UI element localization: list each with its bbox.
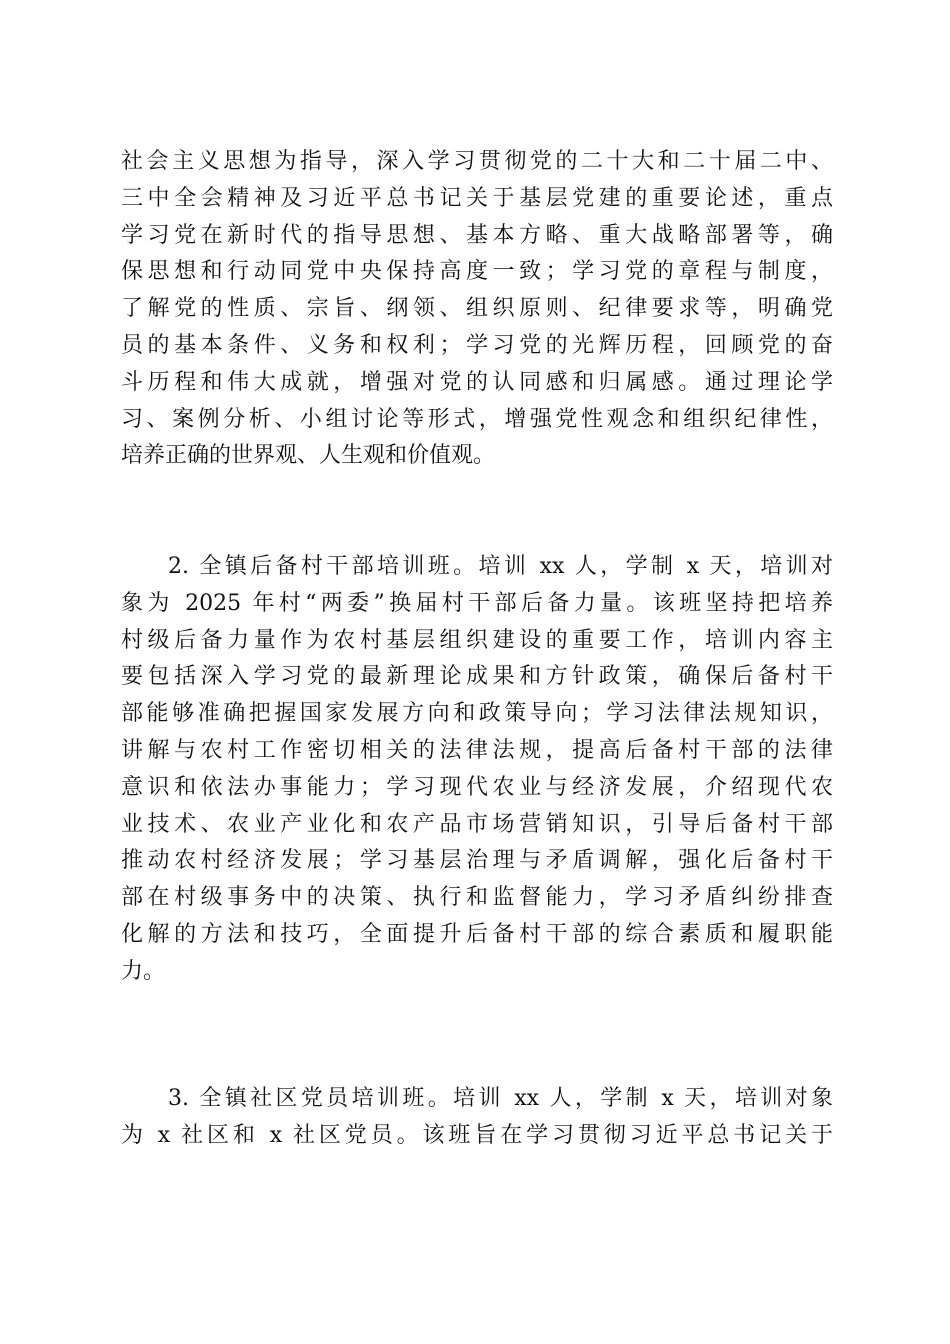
paragraph-line: 讲解与农村工作密切相关的法律法规，提高后备村干部的法律 xyxy=(121,737,833,763)
paragraph-1 xyxy=(121,144,833,475)
paragraph-line: 习、案例分析、小组讨论等形式，增强党性观念和组织纪律性， xyxy=(121,406,833,432)
paragraph-2 xyxy=(121,549,833,991)
paragraph-line: 3. 全镇社区党员培训班。培训 xx 人，学制 x 天，培训对象 xyxy=(168,1086,833,1111)
paragraph-line: 2. 全镇后备村干部培训班。培训 xx 人，学制 x 天，培训对 xyxy=(168,554,833,579)
paragraph-line: 学习党在新时代的指导思想、基本方略、重大战略部署等，确 xyxy=(121,222,833,248)
paragraph-line: 培养正确的世界观、人生观和价值观。 xyxy=(121,443,496,469)
paragraph-line: 斗历程和伟大成就，增强对党的认同感和归属感。通过理论学 xyxy=(121,369,833,395)
paragraph-line: 意识和依法办事能力；学习现代农业与经济发展，介绍现代农 xyxy=(121,774,833,800)
paragraph-line: 了解党的性质、宗旨、纲领、组织原则、纪律要求等，明确党 xyxy=(121,296,833,322)
paragraph-3 xyxy=(121,1081,833,1155)
paragraph-line: 村级后备力量作为农村基层组织建设的重要工作，培训内容主 xyxy=(121,627,833,653)
paragraph-line: 保思想和行动同党中央保持高度一致；学习党的章程与制度， xyxy=(121,259,833,285)
paragraph-line: 要包括深入学习党的最新理论成果和方针政策，确保后备村干 xyxy=(121,664,833,690)
paragraph-line: 推动农村经济发展；学习基层治理与矛盾调解，强化后备村干 xyxy=(121,848,833,874)
paragraph-line: 业技术、农业产业化和农产品市场营销知识，引导后备村干部 xyxy=(121,811,833,837)
paragraph-line: 部在村级事务中的决策、执行和监督能力，学习矛盾纠纷排查 xyxy=(121,885,833,911)
paragraph-line: 部能够准确把握国家发展方向和政策导向；学习法律法规知识， xyxy=(121,701,833,727)
paragraph-line: 化解的方法和技巧，全面提升后备村干部的综合素质和履职能 xyxy=(121,921,833,947)
paragraph-line: 社会主义思想为指导，深入学习贯彻党的二十大和二十届二中、 xyxy=(121,149,833,174)
paragraph-line: 为 x 社区和 x 社区党员。该班旨在学习贯彻习近平总书记关于 xyxy=(121,1122,833,1148)
paragraph-line: 力。 xyxy=(121,958,166,984)
paragraph-line: 象为 2025 年村“两委”换届村干部后备力量。该班坚持把培养 xyxy=(121,590,833,616)
paragraph-line: 员的基本条件、义务和权利；学习党的光辉历程，回顾党的奋 xyxy=(121,332,833,358)
paragraph-line: 三中全会精神及习近平总书记关于基层党建的重要论述，重点 xyxy=(121,185,833,211)
